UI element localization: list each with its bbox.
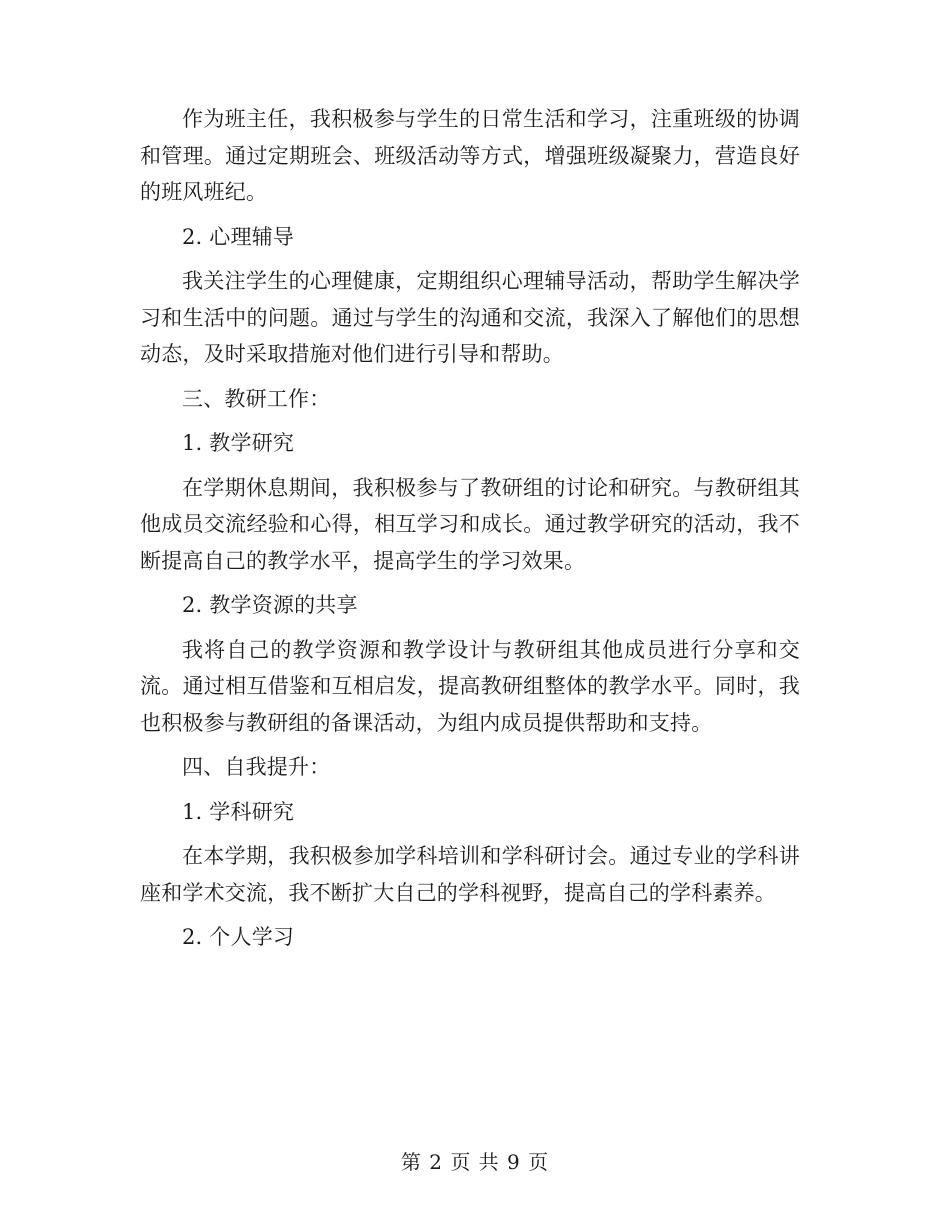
paragraph-resource-sharing: 我将自己的教学资源和教学设计与教研组其他成员进行分享和交流。通过相互借鉴和互相启发，提高教研组整体的教学水平。同时，我也积极参与教研组的备课活动，为组内成员提供帮助和支持。 — [140, 637, 800, 735]
heading-resource-sharing: 2. 教学资源的共享 — [182, 593, 358, 617]
document-body — [140, 101, 800, 956]
paragraph-class-management: 作为班主任，我积极参与学生的日常生活和学习，注重班级的协调和管理。通过定期班会、班级活动等方式，增强班级凝聚力，营造良好的班风班纪。 — [140, 107, 800, 204]
heading-subject-research: 1. 学科研究 — [182, 799, 295, 824]
section-heading-teaching-research: 三、教研工作： — [182, 386, 331, 411]
paragraph-teaching-study: 在学期休息期间，我积极参与了教研组的讨论和研究。与教研组其他成员交流经验和心得，相互学习和成长。通过教学研究的活动，我不断提高自己的教学水平，提高学生的学习效果。 — [140, 475, 800, 573]
page-number-footer: 第 2 页 共 9 页 — [400, 1150, 550, 1174]
section-heading-self-improvement: 四、自我提升： — [182, 755, 331, 779]
paragraph-subject-research: 在本学期，我积极参加学科培训和学科研讨会。通过专业的学科讲座和学术交流，我不断扩大自己的学科视野，提高自己的学科素养。 — [140, 844, 800, 905]
paragraph-psychological-counseling: 我关注学生的心理健康，定期组织心理辅导活动，帮助学生解决学习和生活中的问题。通过与学生的沟通和交流，我深入了解他们的思想动态，及时采取措施对他们进行引导和帮助。 — [140, 269, 800, 366]
heading-personal-study: 2. 个人学习 — [182, 925, 295, 949]
heading-psychological-counseling: 2. 心理辅导 — [182, 224, 295, 249]
heading-teaching-study: 1. 教学研究 — [182, 431, 295, 455]
